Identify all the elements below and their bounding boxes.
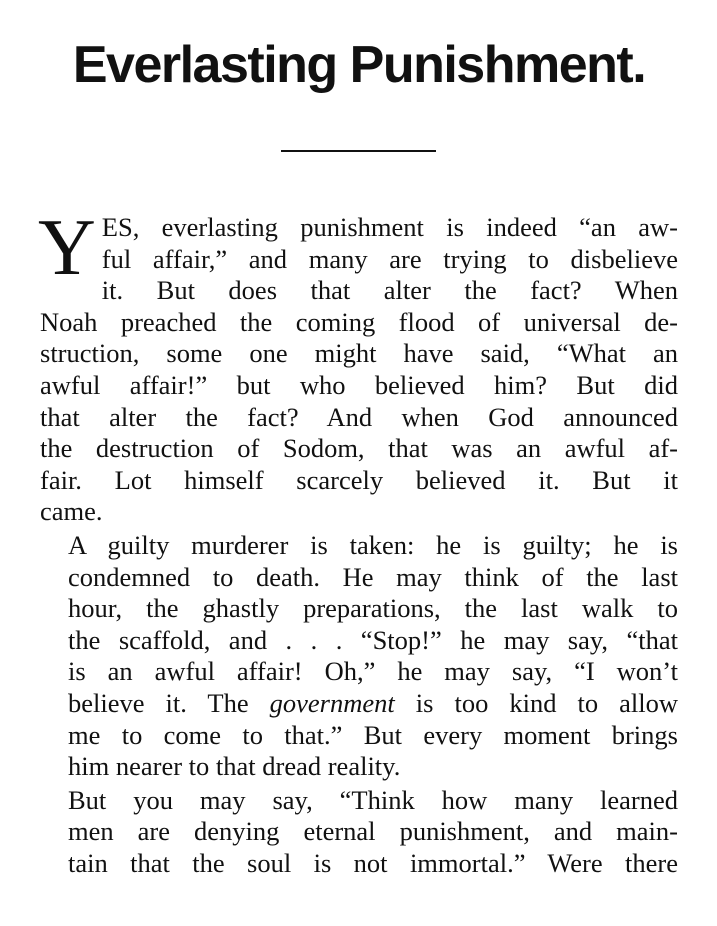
text-line: the scaffold, and . . . “Stop!” he may say, “that <box>68 624 678 655</box>
drop-cap: Y <box>38 204 96 292</box>
text-line-with-italic <box>40 688 678 720</box>
paragraph-1 <box>38 204 678 528</box>
body-text <box>38 204 678 879</box>
text-line: ES, everlasting punishment is indeed “an aw- <box>101 212 678 242</box>
page-title: Everlasting Punishment. <box>72 36 646 94</box>
text-line: is an awful affair! Oh,” he may say, “I won’t <box>68 656 678 687</box>
text-line: the destruction of Sodom, that was an awful af- <box>40 433 678 464</box>
text-line: condemned to death. He may think of the last <box>68 561 678 592</box>
text-line: struction, some one might have said, “What an <box>40 338 678 369</box>
paragraph-3 <box>40 785 678 880</box>
text-line: it. But does that alter the fact? When <box>101 275 678 306</box>
text-line: that alter the fact? And when God announced <box>40 401 678 432</box>
text-fragment: believe it. The <box>68 687 270 718</box>
text-line: came. <box>40 496 103 527</box>
paragraph-2 <box>40 530 678 783</box>
text-line: him nearer to that dread reality. <box>68 751 401 782</box>
text-line: men are denying eternal punishment, and main- <box>68 816 678 847</box>
text-line: hour, the ghastly preparations, the last walk to <box>68 593 678 624</box>
text-line: tain that the soul is not immortal.” Were there <box>68 847 678 878</box>
text-line: me to come to that.” But every moment brings <box>68 719 678 750</box>
text-line: Noah preached the coming flood of universal de- <box>40 306 678 337</box>
text-line: fair. Lot himself scarcely believed it. But it <box>40 464 678 495</box>
text-fragment: is too kind to allow <box>394 687 678 718</box>
title-divider <box>281 150 436 152</box>
text-line: awful affair!” but who believed him? But did <box>40 369 678 400</box>
italic-word: government <box>269 687 395 718</box>
text-line: But you may say, “Think how many learned <box>68 784 678 815</box>
text-line: A guilty murderer is taken: he is guilty; he is <box>68 529 678 560</box>
text-line: ful affair,” and many are trying to disbelieve <box>101 243 678 274</box>
